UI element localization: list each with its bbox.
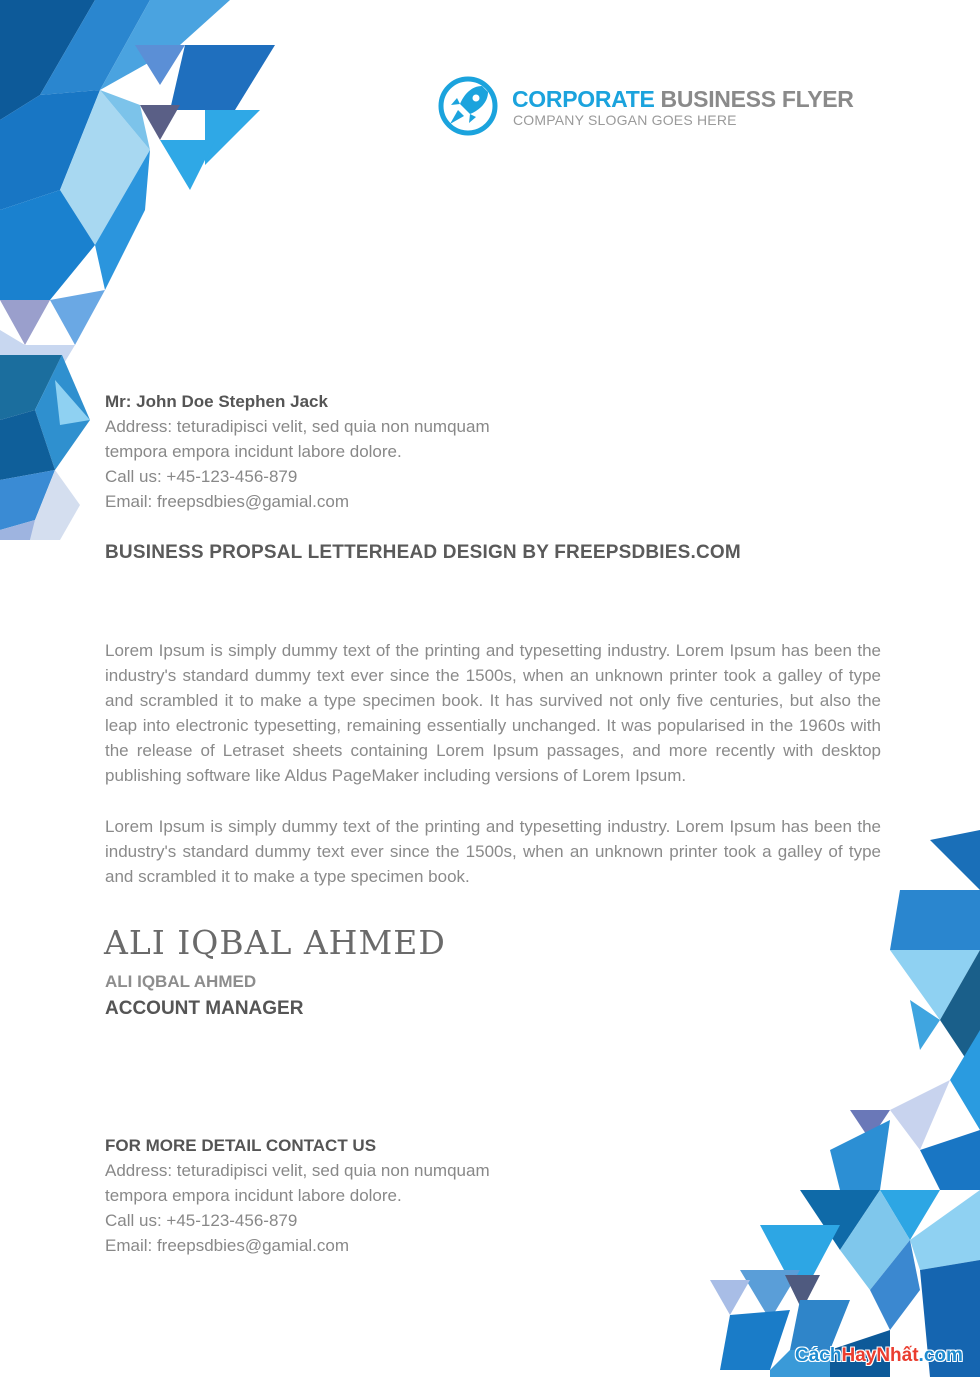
body-paragraph-1: Lorem Ipsum is simply dummy text of the printing and typesetting industry. Lorem Ipsum has been the industry's standard dummy text ever since the 1500s, when an unknown printer took a galley of type and scrambled it to make a type specimen book. It has survived not only five centuries, but also the leap into electronic typesetting, remaining essentially unchanged. It was popularised in the 1960s with the release of Letraset sheets containing Lorem Ipsum passages, and more recently with desktop publishing software like Aldus PageMaker including versions of Lorem Ipsum.	[105, 641, 881, 785]
signatory-name: ALI IQBAL AHMED	[105, 972, 257, 991]
logo-title-accent: CORPORATE	[512, 86, 655, 112]
company-slogan: COMPANY SLOGAN GOES HERE	[513, 112, 737, 128]
rocket-icon	[436, 74, 500, 138]
recipient-phone: Call us: +45-123-456-879	[105, 467, 298, 486]
recipient-address-block	[105, 389, 490, 514]
logo-title	[512, 86, 854, 112]
recipient-name: Mr: John Doe Stephen Jack	[105, 392, 328, 411]
contact-address-line-1: Address: teturadipisci velit, sed quia non numquam	[105, 1161, 490, 1180]
company-logo	[436, 72, 876, 138]
recipient-email: Email: freepsdbies@gamial.com	[105, 492, 350, 511]
watermark-part-2: HayNhất	[841, 1345, 919, 1366]
signatory-title: ACCOUNT MANAGER	[105, 998, 304, 1019]
body-paragraph-2: Lorem Ipsum is simply dummy text of the printing and typesetting industry. Lorem Ipsum has been the industry's standard dummy text ever since the 1500s, when an unknown printer took a galley of type and scrambled it to make a type specimen book.	[105, 817, 881, 886]
logo-title-rest: BUSINESS FLYER	[660, 86, 854, 112]
contact-email: Email: freepsdbies@gamial.com	[105, 1236, 350, 1255]
recipient-address-line-2: tempora empora incidunt labore dolore.	[105, 442, 402, 461]
contact-heading: FOR MORE DETAIL CONTACT US	[105, 1136, 377, 1155]
geometric-triangles-bottom-right	[690, 830, 980, 1377]
recipient-address-line-1: Address: teturadipisci velit, sed quia non numquam	[105, 417, 490, 436]
letter-subject: BUSINESS PROPSAL LETTERHEAD DESIGN BY FREEPSDBIES.COM	[105, 542, 741, 563]
watermark-part-3: .com	[918, 1345, 963, 1366]
contact-block	[105, 1133, 490, 1258]
signature-script: ALI IQBAL AHMED	[104, 923, 446, 962]
watermark-part-1: Cách	[795, 1345, 842, 1366]
contact-address-line-2: tempora empora incidunt labore dolore.	[105, 1186, 402, 1205]
contact-phone: Call us: +45-123-456-879	[105, 1211, 298, 1230]
site-watermark	[795, 1345, 963, 1367]
